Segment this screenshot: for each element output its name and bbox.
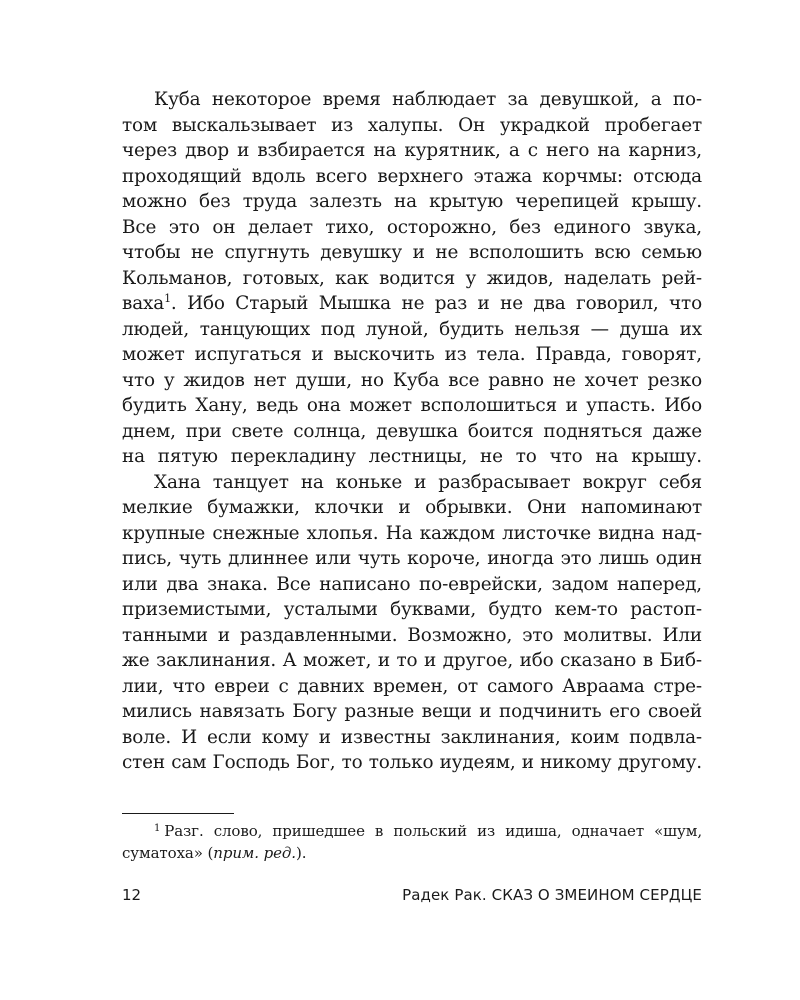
text-line: крупные снежные хлопья. На каждом листочке видна над- [122, 522, 702, 544]
footnote-number: 1 [154, 823, 161, 834]
footnote-text: ). [295, 844, 307, 862]
text-line: же заклинания. А может, и то и другое, ибо сказано в Биб- [122, 650, 702, 671]
text-line: приземистыми, усталыми буквами, будто кем-то растоп- [122, 599, 702, 620]
footnote-line [122, 820, 702, 842]
text-line: мились навязать Богу разные вещи и подчинить его своей [122, 701, 702, 722]
text-line: на пятую перекладину лестницы, не то что на крышу. [122, 446, 702, 467]
page-number: 12 [122, 886, 142, 904]
text-line: людей, танцующих под луной, будить нельзя — душа их [122, 318, 702, 340]
text-line: проходящий вдоль всего верхнего этажа корчмы: отсюда [122, 165, 702, 187]
text-fragment: . Ибо Старый Мышка не раз и не два говорил, что [170, 293, 702, 314]
text-line: лии, что евреи с давних времен, от самого Авраама стре- [122, 675, 702, 697]
text-line: будить Хану, ведь она может всполошиться и упасть. Ибо [122, 395, 702, 416]
text-line: можно без труда залезть на крытую черепицей крышу. [122, 191, 702, 212]
footnote-line [122, 842, 702, 864]
text-fragment: ваха [122, 293, 165, 314]
text-line-with-footnote [122, 291, 702, 317]
text-line: Кольманов, готовых, как водится у жидов, наделать рей- [122, 267, 702, 289]
footnote-divider [122, 813, 234, 814]
text-line: может испугаться и выскочить из тела. Правда, говорят, [122, 344, 702, 365]
text-line: днем, при свете солнца, девушка боится подняться даже [122, 420, 702, 442]
footnote-reference[interactable]: 1 [164, 292, 171, 305]
text-line: Хана танцует на коньке и разбрасывает вокруг себя [154, 471, 702, 493]
text-line: мелкие бумажки, клочки и обрывки. Они напоминают [122, 497, 702, 518]
text-line: через двор и взбирается на курятник, а с него на карниз, [122, 140, 702, 161]
footnote-text: суматоха» ( [122, 844, 214, 862]
text-line: пись, чуть длиннее или чуть короче, иногда это лишь один [122, 548, 702, 569]
running-head: Радек Рак. СКАЗ О ЗМЕИНОМ СЕРДЦЕ [402, 886, 702, 904]
footnote [122, 820, 702, 864]
text-line: Все это он делает тихо, осторожно, без единого звука, [122, 216, 702, 238]
text-line: что у жидов нет души, но Куба все равно не хочет резко [122, 369, 702, 391]
footnote-text: Разг. слово, пришедшее в польский из идиша, одначает «шум, [164, 822, 702, 840]
body-text [122, 87, 702, 776]
running-footer [122, 884, 702, 906]
text-line: Куба некоторое время наблюдает за девушкой, а по- [154, 89, 702, 110]
text-line: или два знака. Все написано по-еврейски, задом наперед, [122, 573, 702, 595]
text-line: танными и раздавленными. Возможно, это молитвы. Или [122, 624, 702, 646]
text-line: воле. И если кому и известны заклинания, коим подвла- [122, 726, 702, 748]
footnote-editor-note: прим. ред. [213, 844, 296, 862]
text-line: том выскальзывает из халупы. Он украдкой пробегает [122, 114, 702, 136]
text-line: стен сам Господь Бог, то только иудеям, и никому другому. [122, 752, 702, 773]
text-line: чтобы не спугнуть девушку и не всполошить всю семью [122, 242, 702, 263]
